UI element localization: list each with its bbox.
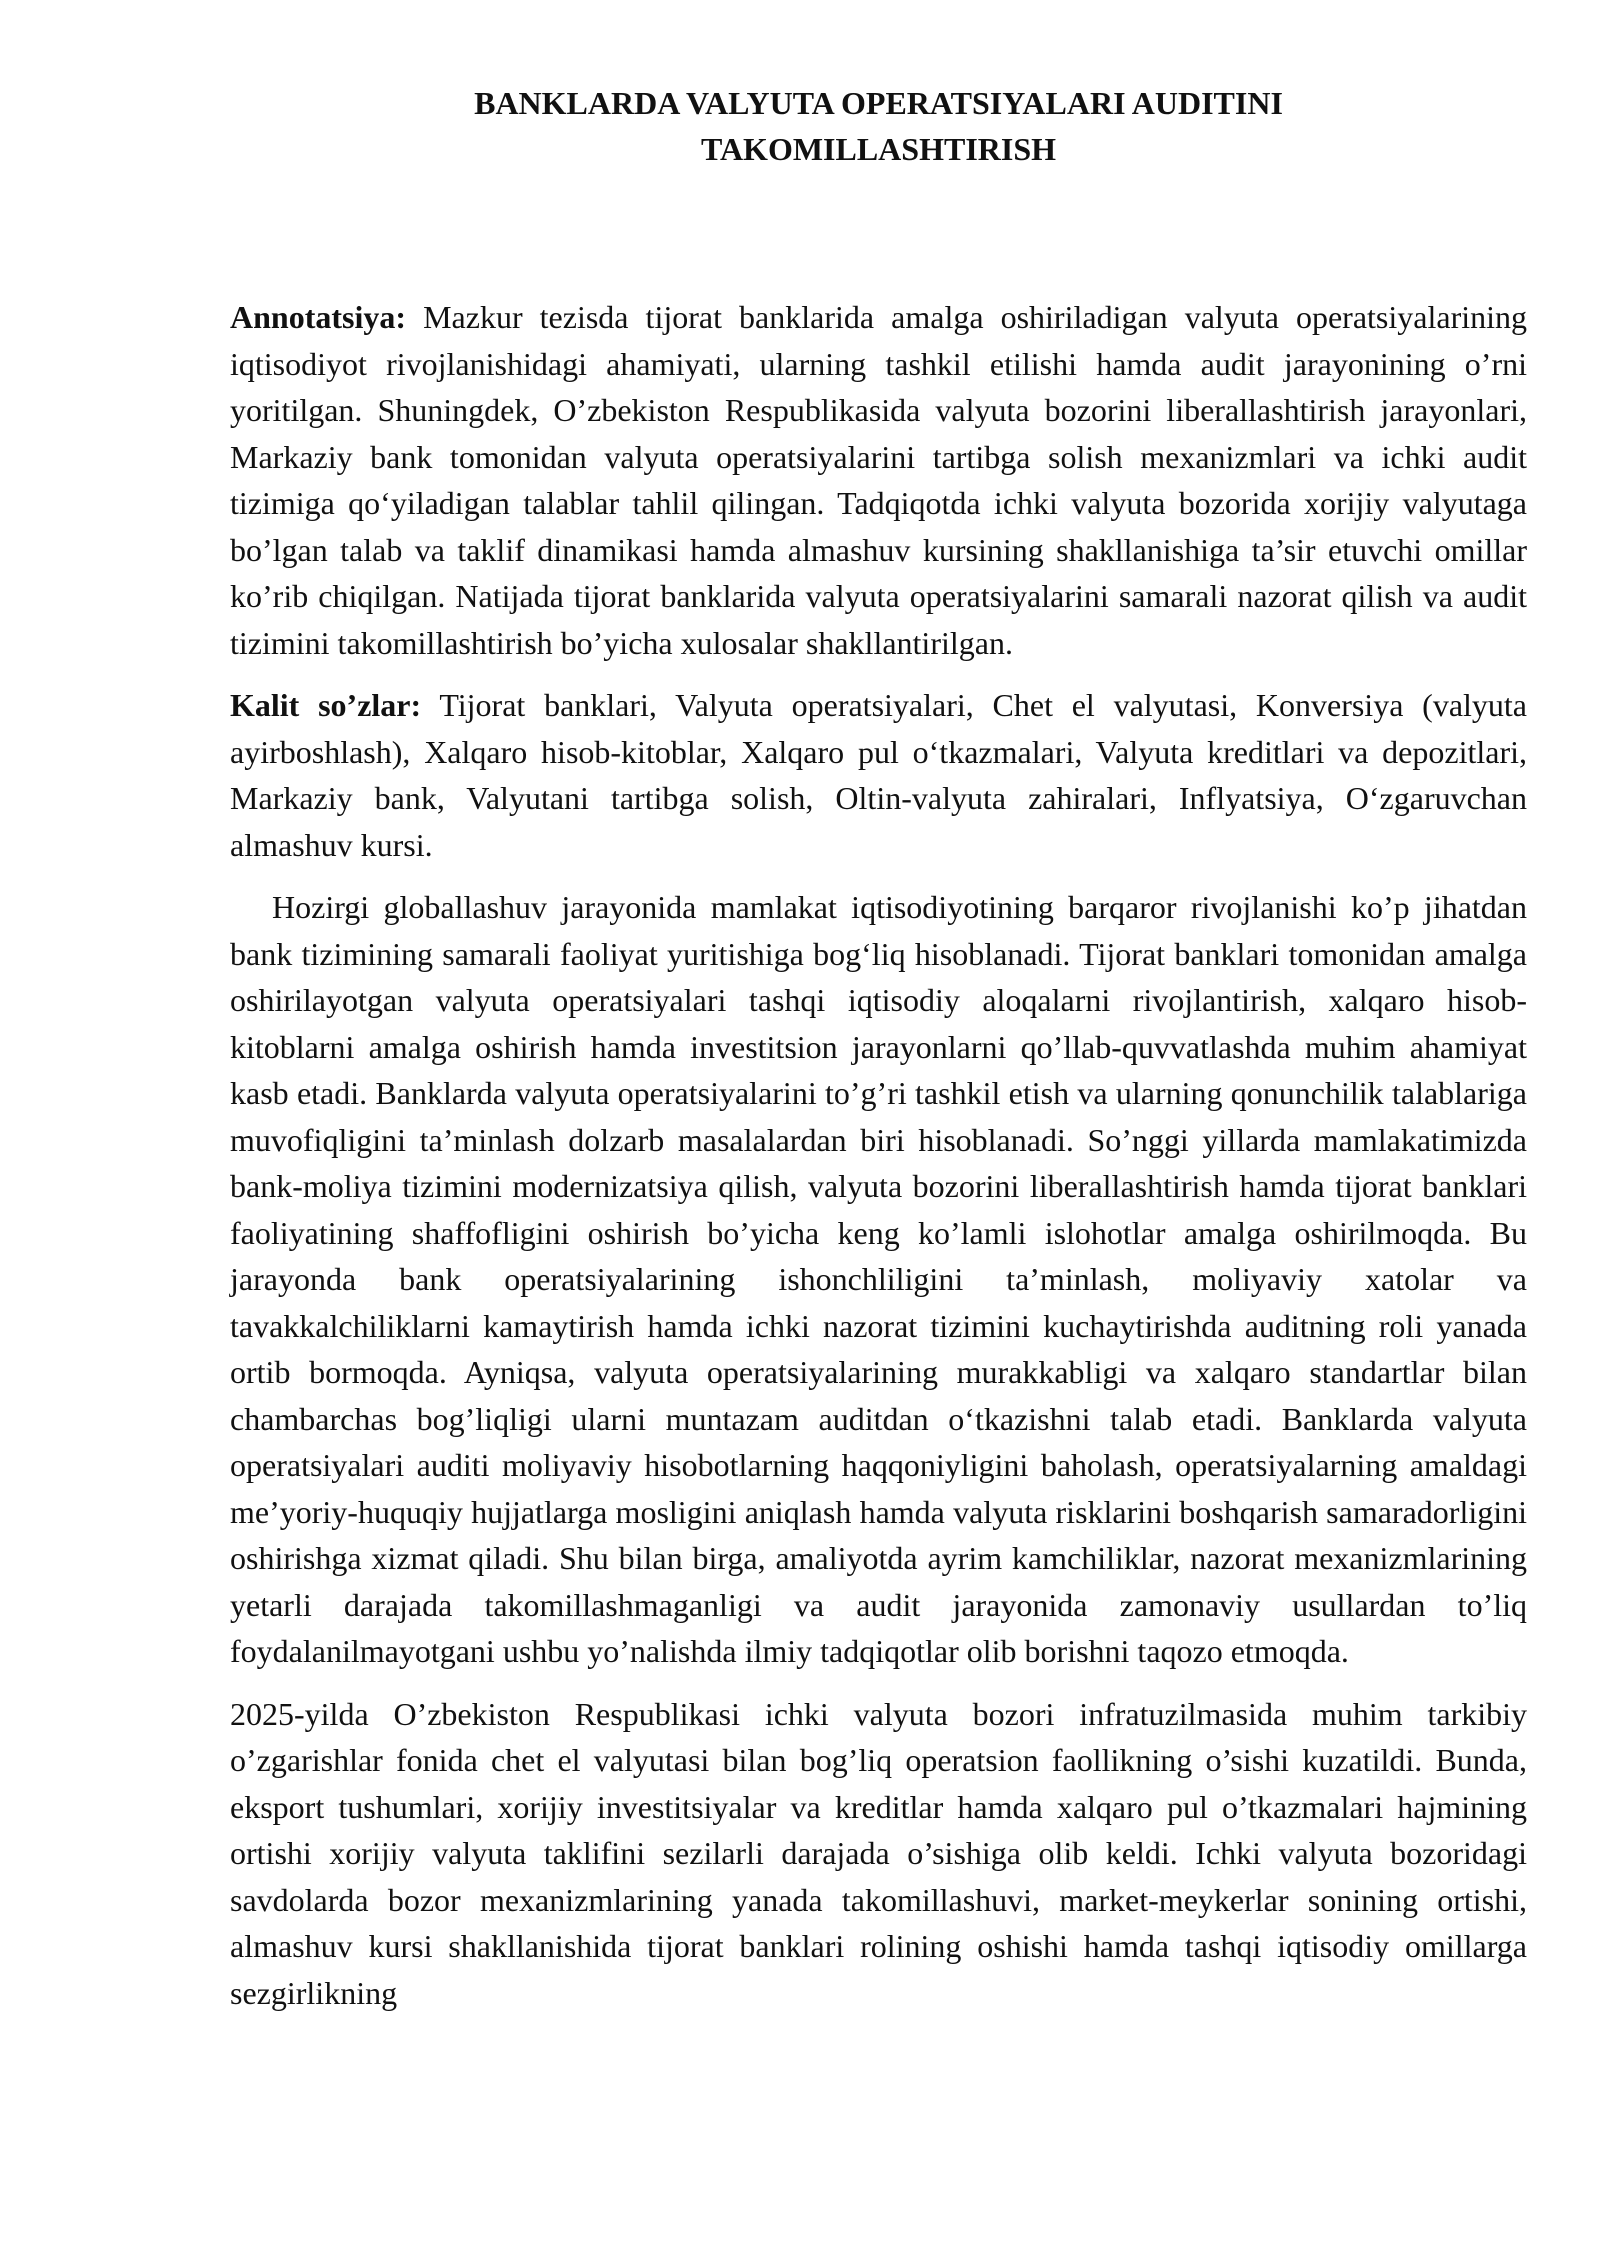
keywords-text: Tijorat banklari, Valyuta operatsiyalari, Chet el valyutasi, Konversiya (valyuta ayirboshlash), Xalqaro hisob-kitoblar, Xalqaro pul o‘tkazmalari, Valyuta kreditlari va depozitlari, Markaziy bank, Valyutani tartibga solish, Oltin-valyuta zahiralari, Inflyatsiya, O‘zgaruvchan almashuv kursi.: [230, 687, 1527, 863]
annotation-paragraph: [230, 294, 1527, 666]
body-paragraph-2: 2025-yilda O’zbekiston Respublikasi ichki valyuta bozori infratuzilmasida muhim tarkibiy o’zgarishlar fonida chet el valyutasi bilan bog’liq operatsion faollikning o’sishi kuzatildi. Bunda, eksport tushumlari, xorijiy investitsiyalar va kreditlar hamda xalqaro pul o’tkazmalari hajmining ortishi xorijiy valyuta taklifini sezilarli darajada o’sishiga olib keldi. Ichki valyuta bozoridagi savdolarda bozor mexanizmlarining yanada takomillashuvi, market-meykerlar sonining ortishi, almashuv kursi shakllanishida tijorat banklari rolining oshishi hamda tashqi iqtisodiy omillarga sezgirlikning: [230, 1695, 1527, 2011]
annotation-text: Mazkur tezisda tijorat banklarida amalga oshiriladigan valyuta operatsiyalarining iqtisodiyot rivojlanishidagi ahamiyati, ularning tashkil etilishi hamda audit jarayonining o’rni yoritilgan. Shuningdek, O’zbekiston Respublikasida valyuta bozorini liberallashtirish jarayonlari, Markaziy bank tomonidan valyuta operatsiyalarini tartibga solish mexanizmlari va ichki audit tizimiga qo‘yiladigan talablar tahlil qilingan. Tadqiqotda ichki valyuta bozorida xorijiy valyutaga bo’lgan talab va taklif dinamikasi hamda almashuv kursining shakllanishiga ta’sir etuvchi omillar ko’rib chiqilgan. Natijada tijorat banklarida valyuta operatsiyalarini samarali nazorat qilish va audit tizimini takomillashtirish bo’yicha xulosalar shakllantirilgan.: [230, 299, 1528, 661]
annotation-label: Annotatsiya:: [230, 299, 407, 335]
document-title: [230, 80, 1527, 172]
keywords-label: Kalit so’zlar:: [230, 687, 422, 723]
document-page: [230, 80, 1527, 2016]
body-paragraph-1: Hozirgi globallashuv jarayonida mamlakat iqtisodiyotining barqaror rivojlanishi ko’p jihatdan bank tizimining samarali faoliyat yuritishiga bog‘liq hisoblanadi. Tijorat banklari tomonidan amalga oshirilayotgan valyuta operatsiyalari tashqi iqtisodiy aloqalarni rivojlantirish, xalqaro hisob-kitoblarni amalga oshirish hamda investitsion jarayonlarni qo’llab-quvvatlashda muhim ahamiyat kasb etadi. Banklarda valyuta operatsiyalarini to’g’ri tashkil etish va ularning qonunchilik talablariga muvofiqligini ta’minlash dolzarb masalalardan biri hisoblanadi. So’nggi yillarda mamlakatimizda bank-moliya tizimini modernizatsiya qilish, valyuta bozorini liberallashtirish hamda tijorat banklari faoliyatining shaffofligini oshirish bo’yicha keng ko’lamli islohotlar amalga oshirilmoqda. Bu jarayonda bank operatsiyalarining ishonchliligini ta’minlash, moliyaviy xatolar va tavakkalchiliklarni kamaytirish hamda ichki nazorat tizimini kuchaytirishda auditning roli yanada ortib bormoqda. Ayniqsa, valyuta operatsiyalarining murakkabligi va xalqaro standartlar bilan chambarchas bog’liqligi ularni muntazam auditdan o‘tkazishni talab etadi. Banklarda valyuta operatsiyalari auditi moliyaviy hisobotlarning haqqoniyligini baholash, operatsiyalarning amaldagi me’yoriy-huquqiy hujjatlarga mosligini aniqlash hamda valyuta risklarini boshqarish samaradorligini oshirishga xizmat qiladi. Shu bilan birga, amaliyotda ayrim kamchiliklar, nazorat mexanizmlarining yetarli darajada takomillashmaganligi va audit jarayonida zamonaviy usullardan to’liq foydalanilmayotgani ushbu yo’nalishda ilmiy tadqiqotlar olib borishni taqozo etmoqda.: [230, 889, 1527, 1669]
title-line-1: BANKLARDA VALYUTA OPERATSIYALARI AUDITINI: [474, 85, 1283, 121]
title-line-2: TAKOMILLASHTIRISH: [700, 131, 1057, 167]
keywords-paragraph: [230, 682, 1527, 868]
